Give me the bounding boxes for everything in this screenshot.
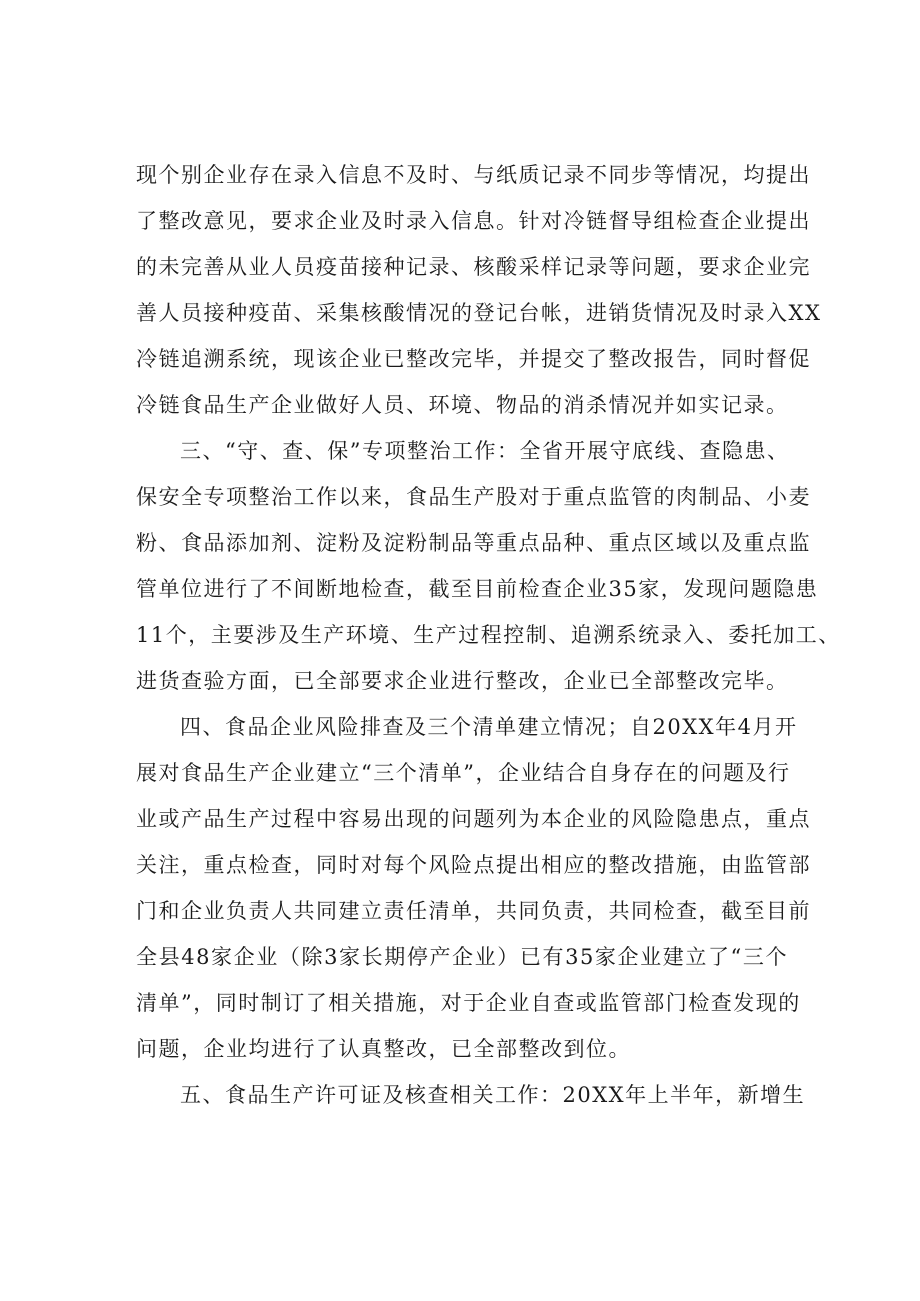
text-line: 管单位进行了不间断地检查，截至目前检查企业35家，发现问题隐患 <box>136 577 819 601</box>
text-line: 现个别企业存在录入信息不及时、与纸质记录不同步等情况，均提出 <box>136 163 811 187</box>
text-line: 四、食品企业风险排查及三个清单建立情况；自20XX年4月开 <box>180 715 798 739</box>
text-line: 11个，主要涉及生产环境、生产过程控制、追溯系统录入、委托加工、 <box>136 623 841 647</box>
text-line: 业或产品生产过程中容易出现的问题列为本企业的风险隐患点，重点 <box>136 807 811 831</box>
text-line: 保安全专项整治工作以来，食品生产股对于重点监管的肉制品、小麦 <box>136 485 811 509</box>
text-line: 展对食品生产企业建立“三个清单”，企业结合自身存在的问题及行 <box>136 761 791 785</box>
document-body <box>136 152 841 1118</box>
paragraph-section-five <box>136 1072 806 1118</box>
text-line: 了整改意见，要求企业及时录入信息。针对冷链督导组检查企业提出 <box>136 209 811 233</box>
paragraph-section-four <box>136 704 811 1072</box>
text-line: 冷链食品生产企业做好人员、环境、物品的消杀情况并如实记录。 <box>136 393 789 417</box>
text-line: 三、“守、查、保”专项整治工作：全省开展守底线、查隐患、 <box>180 439 790 463</box>
text-line: 全县48家企业（除3家长期停产企业）已有35家企业建立了“三个 <box>136 945 788 969</box>
text-line: 冷链追溯系统，现该企业已整改完毕，并提交了整改报告，同时督促 <box>136 347 811 371</box>
text-line: 进货查验方面，已全部要求企业进行整改，企业已全部整改完毕。 <box>136 669 789 693</box>
paragraph-section-three <box>136 428 841 704</box>
text-line: 问题，企业均进行了认真整改，已全部整改到位。 <box>136 1037 631 1061</box>
text-line: 善人员接种疫苗、采集核酸情况的登记台帐，进销货情况及时录入XX <box>136 301 822 325</box>
text-line: 粉、食品添加剂、淀粉及淀粉制品等重点品种、重点区域以及重点监 <box>136 531 811 555</box>
text-line: 关注，重点检查，同时对每个风险点提出相应的整改措施，由监管部 <box>136 853 811 877</box>
text-line: 五、食品生产许可证及核查相关工作：20XX年上半年，新增生 <box>180 1083 806 1107</box>
paragraph-cold-chain <box>136 152 822 428</box>
text-line: 清单”，同时制订了相关措施，对于企业自查或监管部门检查发现的 <box>136 991 801 1015</box>
text-line: 的未完善从业人员疫苗接种记录、核酸采样记录等问题，要求企业完 <box>136 255 811 279</box>
text-line: 门和企业负责人共同建立责任清单，共同负责，共同检查，截至目前 <box>136 899 811 923</box>
